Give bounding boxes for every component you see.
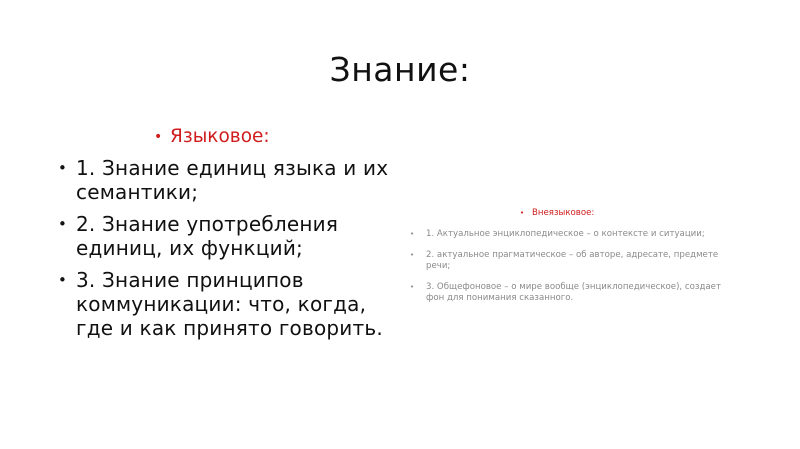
extralinguistic-item-text: 1. Актуальное энциклопедическое – о контексте и ситуации; (426, 229, 705, 239)
bullet-icon: • (410, 282, 415, 291)
linguistic-item-text: 1. Знание единиц языка и их семантики; (76, 156, 389, 204)
bullet-icon: • (410, 250, 415, 259)
linguistic-item-text: 2. Знание употребления единиц, их функций; (76, 212, 339, 260)
linguistic-heading-label: Языковое: (170, 126, 270, 147)
extralinguistic-heading (410, 206, 730, 220)
linguistic-item-text: 3. Знание принципов коммуникации: что, когда, где и как принято говорить. (76, 268, 383, 340)
linguistic-knowledge-column (58, 124, 398, 348)
extralinguistic-item-text: 3. Общефоновое – о мире вообще (энциклопедическое), создает фон для понимания сказанного. (426, 281, 721, 303)
bullet-icon: • (58, 159, 68, 177)
bullet-icon: • (520, 209, 525, 217)
bullet-icon: • (58, 215, 68, 233)
extralinguistic-list-item (410, 229, 730, 241)
bullet-icon: • (410, 230, 415, 238)
linguistic-heading (58, 124, 398, 150)
extralinguistic-knowledge-column (410, 206, 730, 314)
slide-title: Знание: (329, 50, 471, 89)
extralinguistic-item-text: 2. актуальное прагматическое – об авторе, адресате, предмете речи; (426, 249, 719, 271)
linguistic-list-item (58, 212, 398, 260)
bullet-icon: • (58, 271, 68, 289)
linguistic-list-item (58, 156, 398, 204)
linguistic-list-item (58, 268, 398, 340)
extralinguistic-list-item (410, 250, 730, 273)
extralinguistic-heading-label: Внеязыковое: (532, 208, 595, 218)
extralinguistic-list-item (410, 282, 730, 305)
bullet-icon: • (154, 129, 163, 145)
